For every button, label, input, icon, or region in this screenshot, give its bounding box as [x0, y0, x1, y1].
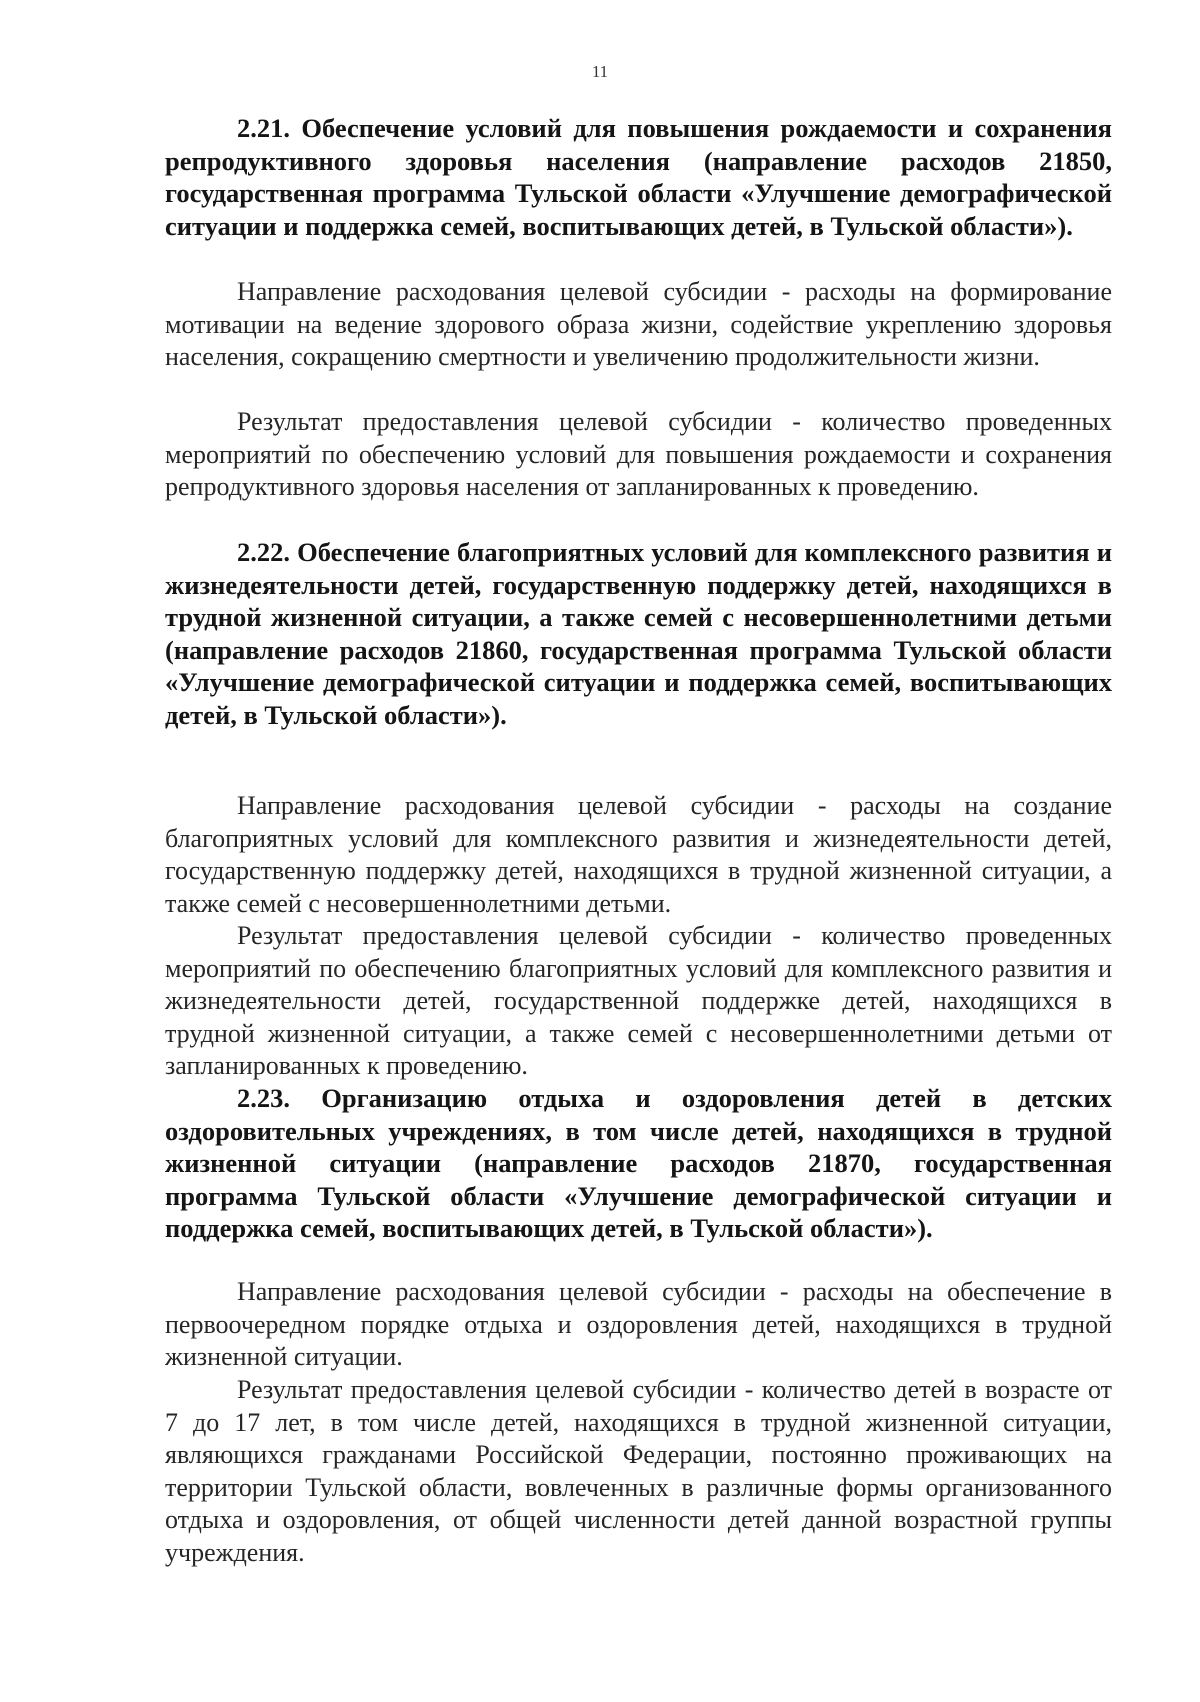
section-2-23-result-block — [165, 1374, 1112, 1569]
section-heading: 2.22. Обеспечение благоприятных условий для комплексного развития и жизнедеятельности детей, государственную поддержку детей, находящихся в трудной жизненной ситуации, а также семей с несовершеннолетними детьми (направление расходов 21860, государственная программа Тульской области «Улучшение демографической ситуации и поддержка семей, воспитывающих детей, в Тульской области»). — [165, 537, 1112, 730]
section-result-paragraph: Результат предоставления целевой субсидии - количество проведенных мероприятий по обеспечению условий для повышения рождаемости и сохранения репродуктивного здоровья населения от запланированных к проведению. — [165, 407, 1112, 501]
section-2-23-heading-block — [165, 1082, 1112, 1245]
section-2-22-heading-block — [165, 536, 1112, 731]
section-direction-paragraph: Направление расходования целевой субсидии - расходы на обеспечение в первоочередном порядке отдыха и оздоровления детей, находящихся в трудной жизненной ситуации. — [165, 1277, 1112, 1371]
section-result-paragraph: Результат предоставления целевой субсидии - количество проведенных мероприятий по обеспечению благоприятных условий для комплексного развития и жизнедеятельности детей, государственной поддержке детей, находящихся в трудной жизненной ситуации, а также семей с несовершеннолетними детьми от запланированных к проведению. — [165, 921, 1112, 1080]
section-heading: 2.23. Организацию отдыха и оздоровления детей в детских оздоровительных учреждениях, в том числе детей, находящихся в трудной жизненной ситуации (направление расходов 21870, государственная программа Тульской области «Улучшение демографической ситуации и поддержка семей, воспитывающих детей, в Тульской области»). — [165, 1083, 1112, 1243]
section-2-22-result-block — [165, 920, 1112, 1083]
section-2-23-direction-block — [165, 1276, 1112, 1374]
section-2-21-heading-block — [165, 112, 1112, 242]
section-direction-paragraph: Направление расходования целевой субсидии - расходы на формирование мотивации на ведение здорового образа жизни, содействие укреплению здоровья населения, сокращению смертности и увеличению продолжительности жизни. — [165, 277, 1112, 371]
section-2-21-direction-block — [165, 276, 1112, 374]
section-2-21-result-block — [165, 406, 1112, 504]
section-heading: 2.21. Обеспечение условий для повышения рождаемости и сохранения репродуктивного здоровья населения (направление расходов 21850, государственная программа Тульской области «Улучшение демографической ситуации и поддержка семей, воспитывающих детей, в Тульской области»). — [165, 113, 1112, 241]
section-2-22-direction-block — [165, 790, 1112, 920]
page-number: 11 — [591, 62, 609, 81]
section-direction-paragraph: Направление расходования целевой субсидии - расходы на создание благоприятных условий для комплексного развития и жизнедеятельности детей, государственную поддержку детей, находящихся в трудной жизненной ситуации, а также семей с несовершеннолетними детьми. — [165, 791, 1112, 918]
section-result-paragraph: Результат предоставления целевой субсидии - количество детей в возрасте от 7 до 17 лет, в том числе детей, находящихся в трудной жизненной ситуации, являющихся гражданами Российской Федерации, постоянно проживающих на территории Тульской области, вовлеченных в различные формы организованного отдыха и оздоровления, от общей численности детей данной возрастной группы учреждения. — [165, 1375, 1112, 1567]
